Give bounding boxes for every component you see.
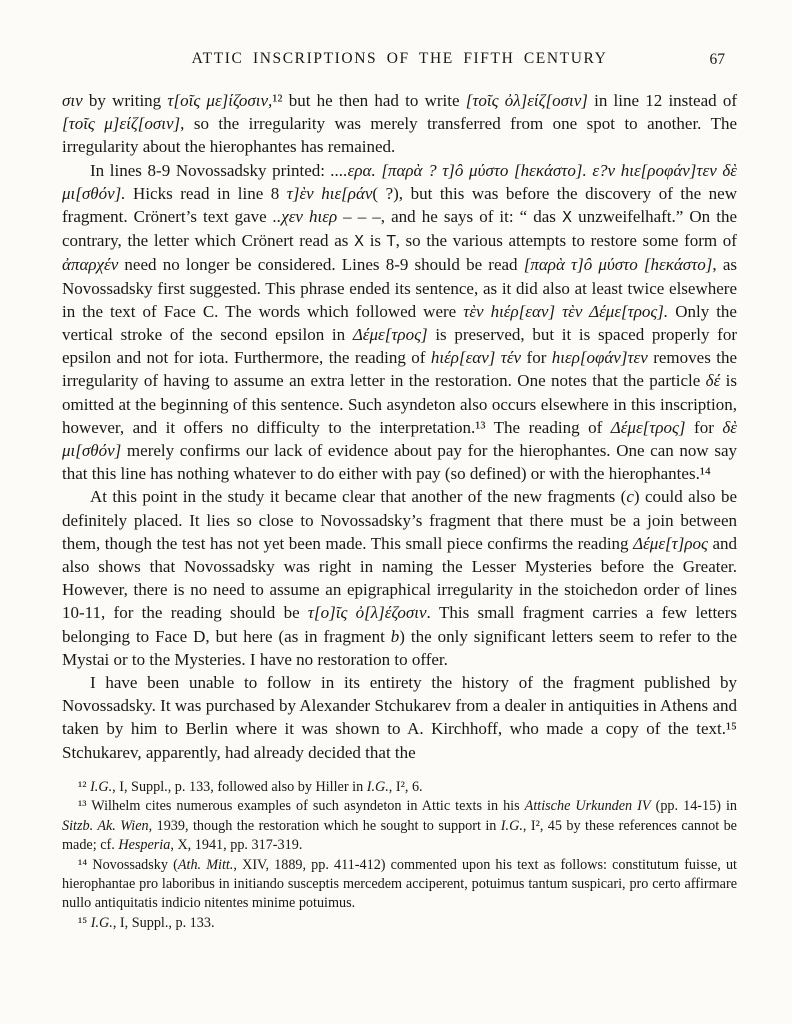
text-segment: , as Novossadsky first suggested. This phrase ended its sentence, as it did also at least twice elsewhere in the text of Face C. The words which followed were	[62, 255, 737, 321]
text-segment: is omitted at the beginning of this sentence. Such asyndeton also occurs elsewhere in this inscription, however, and it offers no difficulty to the interpretation.¹³ The reading of	[62, 371, 738, 437]
text-segment: Attische Urkunden IV	[524, 798, 651, 815]
text-segment: ¹² but he then had to write	[272, 91, 466, 110]
text-segment: τὲν hιέρ[εαν] τὲν Δέμε[τρος].	[463, 301, 669, 321]
text-segment: [τοῖς μ]είζ[οσιν]	[62, 114, 181, 134]
text-segment: I.G.	[366, 778, 389, 795]
footnotes-section	[62, 778, 737, 933]
text-segment: X	[354, 233, 365, 251]
text-segment: unzweifelhaft.” On the contrary, the letter which Crönert read as	[62, 207, 738, 251]
text-segment: , so the irregularity was merely transferred from one spot to another. The irregularity about the hierophantes has remained.	[62, 114, 737, 157]
text-segment: ) the only significant letters seem to refer to the Mystai or to the Mysteries. I have no restoration to offer.	[62, 626, 738, 669]
text-segment: , I, Suppl., p. 133, followed also by Hiller in	[112, 778, 367, 795]
page-title: ATTIC INSCRIPTIONS OF THE FIFTH CENTURY	[191, 50, 608, 67]
text-segment: ( ?), but this was before the discovery of the new fragment. Crönert’s text gave	[62, 183, 737, 227]
text-segment: by writing	[82, 91, 168, 110]
text-segment: , I², 45 by these references cannot be made; cf.	[62, 817, 737, 854]
body-text	[62, 89, 737, 764]
text-segment: for	[685, 417, 723, 437]
body-paragraph	[62, 671, 737, 764]
text-segment: b	[390, 626, 400, 646]
text-segment: Hesperia	[118, 837, 171, 854]
footnote	[62, 797, 737, 855]
text-segment: Only the vertical stroke of the second epsilon in	[62, 301, 737, 345]
text-segment: Δέμε[τρος]	[610, 417, 686, 437]
text-segment: ἀπαρχέν	[62, 255, 119, 275]
text-segment: I.G.	[500, 817, 523, 834]
text-segment: Sitzb. Ak. Wien	[62, 817, 149, 834]
text-segment: In lines 8-9 Novossadsky printed:	[90, 160, 331, 180]
footnote	[62, 914, 737, 933]
text-segment: ) could also be definitely placed. It lies so close to Novossadsky’s fragment that there must be a join between them, though the test has not yet been made. This small piece confirms the reading	[62, 487, 738, 553]
text-segment: is preserved, but it is spaced properly for epsilon and not for iota. Furthermore, the reading of	[62, 325, 737, 368]
text-segment: I.G.	[90, 778, 113, 795]
text-segment: Δέμε[τ]ρος	[633, 533, 708, 553]
text-segment: ¹³ Wilhelm cites numerous examples of such asyndeton in Attic texts in his	[78, 798, 525, 815]
text-segment: τ[ο]ῖς ὀ[λ]έζοσιν	[307, 603, 427, 623]
text-segment: ....ερα. [παρὰ ? τ]ô μύστο [hεκάστο]. ε?ν hιε[ροφάν]τεν δὲ μι[σθόν].	[62, 160, 737, 203]
page-number: 67	[709, 51, 725, 68]
text-segment: I have been unable to follow in its entirety the history of the fragment published by Novossadsky. It was purchased by Alexander Stchukarev from a dealer in antiquities in Athens and taken by him to Berlin where it was shown to A. Kirchhoff, who made a copy of the text.¹⁵ Stchukarev, apparently, had already decided that the	[62, 673, 737, 762]
running-head	[62, 50, 737, 68]
text-segment: , XIV, 1889, pp. 411-412) commented upon his text as follows: constitutum fuisse, ut hierophantae pro laboribus in initiando susceptis mercedem acciperent, potuimus tantum suspicari, pro certo affirmare nullo antiquitatis indicio nitentes minime potuimus.	[62, 856, 737, 912]
text-segment: τ[οῖς με]ίζοσιν,	[167, 91, 273, 110]
text-segment: , 1939, though the restoration which he sought to support in	[148, 817, 501, 834]
text-segment: for	[521, 348, 552, 368]
text-segment: Hicks read in line 8	[125, 183, 287, 203]
text-segment: ..χεν hιερ	[272, 207, 338, 227]
text-segment: – – –, and he says of it: “ das	[337, 207, 562, 227]
text-segment: hιερ[οφάν]τεν	[551, 348, 648, 368]
body-paragraph	[62, 485, 737, 671]
text-segment: Δέμε[τρος]	[352, 325, 428, 345]
text-segment: (pp. 14-15) in	[650, 798, 738, 815]
footnote	[62, 778, 737, 797]
text-segment: X	[562, 209, 573, 227]
text-segment: ¹²	[78, 778, 91, 795]
footnote	[62, 856, 737, 914]
text-segment: I.G.	[90, 914, 113, 931]
text-segment: removes the irregularity of having to assume an extra letter in the restoration. One notes that the particle	[62, 348, 737, 391]
text-segment: δέ	[705, 371, 721, 391]
text-segment: , I, Suppl., p. 133.	[112, 914, 215, 931]
body-paragraph	[62, 89, 737, 159]
text-segment: [παρὰ τ]ô μύστο [hεκάστο]	[523, 255, 713, 275]
text-segment: [τοῖς ὀλ]είζ[οσιν]	[465, 91, 588, 110]
text-segment: hιέρ[εαν] τέν	[430, 348, 522, 368]
text-segment: , I², 6.	[388, 778, 423, 795]
text-segment: , so the various attempts to restore some form of	[395, 231, 737, 251]
text-segment: need no longer be considered. Lines 8-9 should be read	[118, 255, 524, 275]
text-segment: c	[626, 487, 634, 507]
text-segment: δὲ μι[σθόν]	[62, 417, 737, 461]
text-segment: in line 12 instead of	[587, 91, 737, 110]
text-segment: ¹⁴ Novossadsky (	[78, 856, 178, 873]
text-segment: Ath. Mitt.	[177, 856, 234, 873]
text-segment: ¹⁵	[78, 914, 91, 931]
text-segment: , X, 1941, pp. 317-319.	[170, 837, 303, 854]
text-segment: merely confirms our lack of evidence about pay for the hierophantes. One can now say that this line has nothing whatever to do either with pay (so defined) or with the hierophantes.¹⁴	[62, 441, 737, 484]
body-paragraph	[62, 159, 737, 486]
text-segment: T	[386, 233, 396, 251]
text-segment: τ]ὲν hιε[ράν	[286, 183, 373, 203]
text-segment: . This small fragment carries a few letters belonging to Face D, but here (as in fragment	[62, 603, 737, 646]
text-segment: and also shows that Novossadsky was right in naming the Lesser Mysteries before the Greater. However, there is no need to assume an epigraphical irregularity in the stoichedon order of lines 10-11, for the reading should be	[62, 533, 737, 623]
text-segment: is	[364, 231, 387, 251]
text-segment: At this point in the study it became clear that another of the new fragments (	[90, 487, 627, 507]
text-segment: σιν	[62, 91, 83, 110]
